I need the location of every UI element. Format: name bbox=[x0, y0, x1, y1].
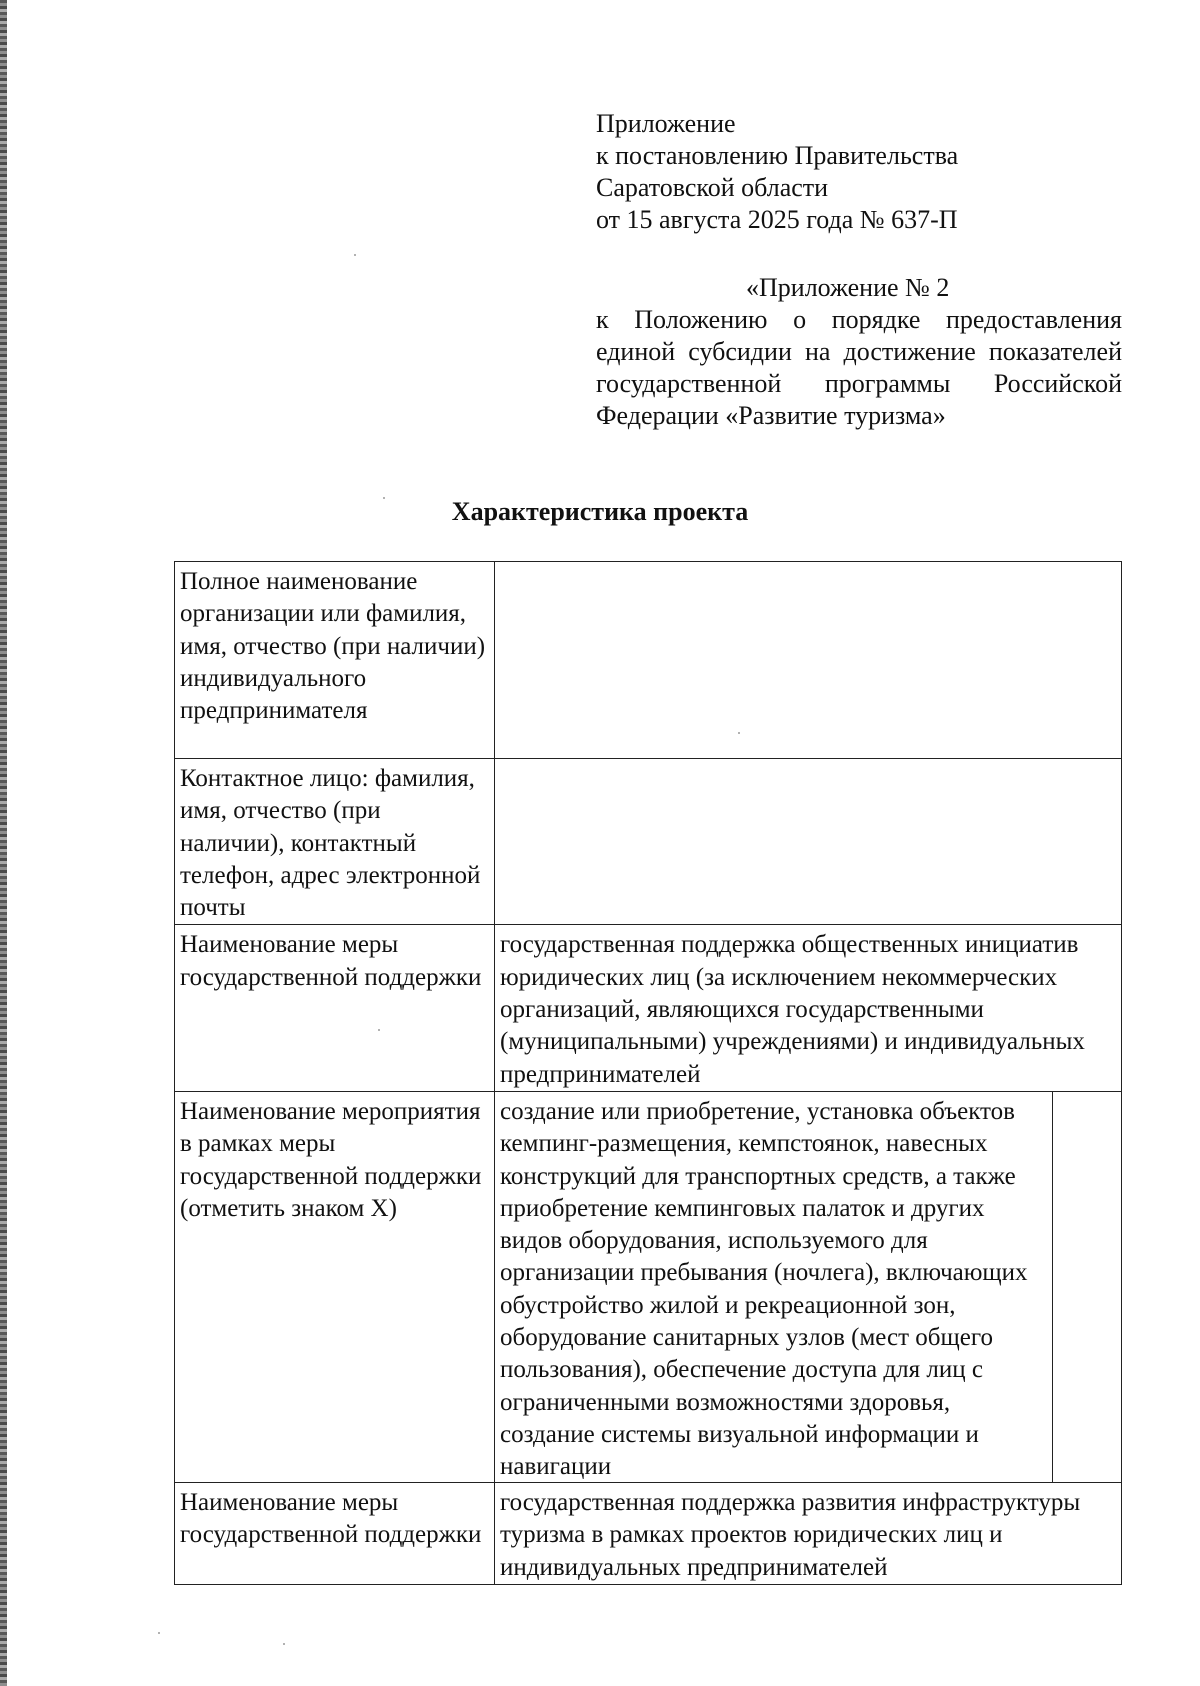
table-row bbox=[175, 759, 1122, 925]
row-label: Наименование меры государственной поддержки bbox=[175, 925, 495, 1091]
scan-speck bbox=[354, 254, 356, 256]
scan-speck bbox=[383, 497, 385, 499]
document-title-text: Характеристика проекта bbox=[451, 497, 749, 526]
annex-title: «Приложение № 2 bbox=[746, 273, 950, 302]
document-title bbox=[0, 496, 1200, 528]
row-label: Полное наименование организации или фамилия, имя, отчество (при наличии) индивидуального предпринимателя bbox=[175, 562, 495, 759]
row-label: Наименование мероприятия в рамках меры государственной поддержки (отметить знаком Х) bbox=[175, 1091, 495, 1482]
row-label: Контактное лицо: фамилия, имя, отчество (при наличии), контактный телефон, адрес электронной почты bbox=[175, 759, 495, 925]
row-value: государственная поддержка общественных инициатив юридических лиц (за исключением некоммерческих организаций, являющихся государственными (муниципальными) учреждениями) и индивидуальных предпринимателей bbox=[495, 925, 1122, 1091]
table-row bbox=[175, 562, 1122, 759]
annex-body: к Положению о порядке предоставления единой субсидии на достижение показателей государственной программы Российской Федерации «Развитие туризма» bbox=[596, 305, 1122, 430]
approval-line: Приложение bbox=[596, 109, 736, 138]
scan-edge bbox=[0, 0, 7, 1686]
table-row bbox=[175, 1482, 1122, 1584]
approval-line: Саратовской области bbox=[596, 173, 829, 202]
organization-name-field[interactable] bbox=[495, 562, 1122, 759]
scan-speck bbox=[283, 1643, 285, 1645]
row-value: государственная поддержка развития инфраструктуры туризма в рамках проектов юридических лиц и индивидуальных предпринимателей bbox=[495, 1482, 1122, 1584]
row-label: Наименование меры государственной поддержки bbox=[175, 1482, 495, 1584]
approval-line: к постановлению Правительства bbox=[596, 141, 959, 170]
contact-person-field[interactable] bbox=[495, 759, 1122, 925]
approval-block bbox=[596, 108, 1116, 236]
scan-speck bbox=[158, 1632, 160, 1634]
row-value: создание или приобретение, установка объектов кемпинг-размещения, кемпстоянок, навесных конструкций для транспортных средств, а также приобретение кемпинговых палаток и других видов оборудования, используемого для организации пребывания (ночлега), включающих обустройство жилой и рекреационной зон, оборудование санитарных узлов (мест общего пользования), обеспечение доступа для лиц с ограниченными возможностями здоровья, создание системы визуальной информации и навигации bbox=[495, 1092, 1053, 1482]
annex-block bbox=[596, 272, 1122, 432]
table-row bbox=[175, 925, 1122, 1091]
scan-speck bbox=[378, 1029, 380, 1031]
mark-x-checkbox[interactable] bbox=[1053, 1092, 1121, 1482]
project-characteristics-table bbox=[174, 561, 1122, 1585]
approval-line: от 15 августа 2025 года № 637-П bbox=[596, 205, 958, 234]
table-row bbox=[175, 1091, 1122, 1482]
measure-activity-cell bbox=[495, 1091, 1122, 1482]
scan-speck bbox=[738, 732, 740, 734]
